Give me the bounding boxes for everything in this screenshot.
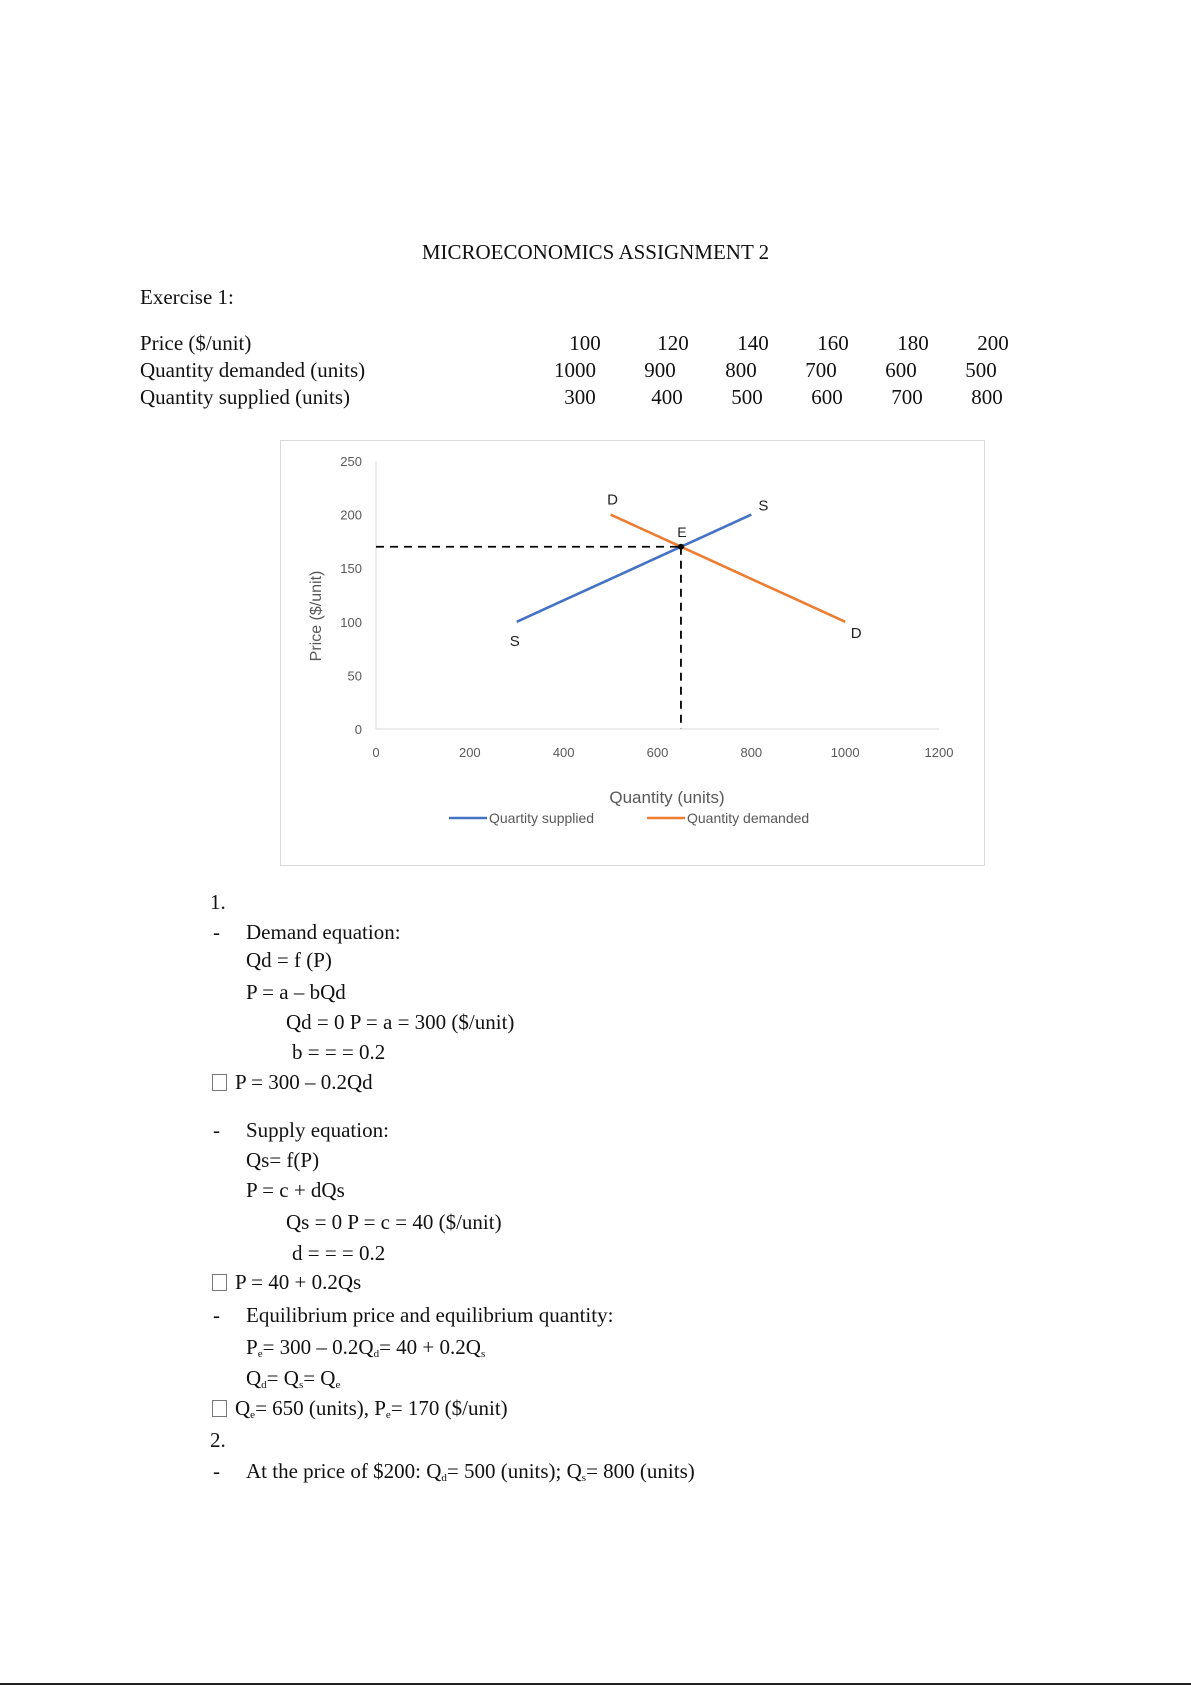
table-row-label: Quantity demanded (units) — [140, 358, 366, 382]
table-cell: 100 — [569, 331, 601, 355]
implies-symbol — [212, 1074, 227, 1091]
x-axis-title: Quantity (units) — [609, 788, 725, 807]
supply-curve-label-start: S — [509, 632, 520, 650]
section-number: 1. — [210, 890, 226, 914]
y-tick-label: 150 — [340, 561, 362, 577]
y-tick-label: 0 — [354, 722, 362, 737]
demand-curve-label-start: D — [607, 491, 619, 509]
eq-text: Q — [246, 1366, 262, 1390]
equilibrium-point — [678, 544, 684, 550]
table-cell: 600 — [811, 385, 843, 409]
x-tick-label: 200 — [458, 745, 481, 760]
page-title: MICROECONOMICS ASSIGNMENT 2 — [421, 240, 770, 264]
bullet-dash: - — [213, 1303, 220, 1327]
equilibrium-line — [246, 1366, 340, 1391]
eq-text: = 170 ($/unit) — [390, 1396, 508, 1420]
section-number: 2. — [210, 1428, 226, 1452]
demand-line: Qd = f (P) — [246, 948, 332, 972]
x-tick-label: 600 — [646, 745, 669, 760]
eq-text: = 300 – 0.2Q — [262, 1335, 374, 1359]
table-cell: 800 — [725, 358, 757, 382]
table-cell: 900 — [644, 358, 676, 382]
eq-text: = 500 (units); Q — [446, 1459, 582, 1483]
eq-subscript: d — [441, 1472, 447, 1484]
x-tick-label: 400 — [552, 745, 575, 760]
supply-demand-chart — [280, 440, 985, 866]
supply-line: d = = = 0.2 — [292, 1241, 386, 1265]
supply-result-text: P = 40 + 0.2Qs — [235, 1270, 362, 1294]
equilibrium-line — [246, 1335, 485, 1360]
table-cell: 500 — [965, 358, 997, 382]
demand-heading: Demand equation: — [246, 920, 401, 944]
eq-text: At the price of $200: Q — [246, 1459, 442, 1483]
supply-line: Qs = 0 P = c = 40 ($/unit) — [286, 1210, 502, 1234]
bullet-dash: - — [213, 920, 220, 944]
table-cell: 160 — [817, 331, 849, 355]
equilibrium-result — [212, 1396, 508, 1421]
eq-subscript: e — [335, 1379, 341, 1391]
eq-subscript: e — [257, 1348, 263, 1360]
eq-text: = Q — [303, 1366, 336, 1390]
demand-result — [212, 1070, 373, 1095]
eq-text: Q — [235, 1396, 251, 1420]
supply-series-line — [517, 515, 752, 622]
eq-subscript: s — [581, 1472, 587, 1484]
eq-text: P — [246, 1335, 258, 1359]
y-tick-label: 200 — [340, 507, 362, 523]
table-row-label: Price ($/unit) — [140, 331, 252, 355]
supply-line: Qs= f(P) — [246, 1148, 320, 1172]
supply-line: P = c + dQs — [246, 1178, 345, 1202]
supply-curve-label-end: S — [758, 497, 769, 515]
implies-symbol — [212, 1274, 227, 1291]
table-cell: 300 — [564, 385, 596, 409]
table-cell: 700 — [805, 358, 837, 382]
demand-line: Qd = 0 P = a = 300 ($/unit) — [286, 1010, 515, 1034]
eq-text: = 40 + 0.2Q — [379, 1335, 481, 1359]
legend-label-supply: Quartity supplied — [489, 810, 595, 826]
eq-subscript: d — [261, 1379, 267, 1391]
x-tick-label: 1000 — [830, 745, 860, 760]
eq-text: = 800 (units) — [586, 1459, 695, 1483]
supply-heading: Supply equation: — [246, 1118, 389, 1142]
y-tick-label: 50 — [347, 668, 362, 684]
table-cell: 500 — [731, 385, 763, 409]
table-row-label: Quantity supplied (units) — [140, 385, 350, 409]
table-cell: 200 — [977, 331, 1009, 355]
x-tick-label: 0 — [372, 745, 380, 760]
table-cell: 120 — [657, 331, 689, 355]
table-cell: 800 — [971, 385, 1003, 409]
eq-subscript: s — [480, 1348, 486, 1360]
eq-subscript: d — [373, 1348, 380, 1360]
supply-result — [212, 1270, 361, 1295]
bullet-dash: - — [213, 1118, 220, 1142]
equilibrium-heading: Equilibrium price and equilibrium quantity: — [246, 1303, 614, 1327]
demand-curve-label-end: D — [850, 624, 862, 642]
table-cell: 180 — [897, 331, 929, 355]
exercise-heading: Exercise 1: — [140, 285, 234, 309]
y-axis-title: Price ($/unit) — [308, 570, 325, 662]
demand-result-text: P = 300 – 0.2Qd — [235, 1070, 373, 1094]
demand-line: b = = = 0.2 — [292, 1040, 386, 1064]
eq-text: = 650 (units), P — [255, 1396, 386, 1420]
demand-line: P = a – bQd — [246, 980, 346, 1004]
table-cell: 140 — [737, 331, 769, 355]
y-tick-label: 250 — [340, 454, 362, 469]
x-tick-label: 1200 — [924, 745, 954, 760]
equilibrium-label: E — [677, 523, 687, 540]
eq-subscript: e — [385, 1409, 391, 1421]
bullet-dash: - — [213, 1459, 220, 1483]
implies-symbol — [212, 1400, 227, 1417]
y-tick-label: 100 — [340, 614, 362, 630]
table-cell: 1000 — [554, 358, 596, 382]
eq-subscript: s — [298, 1379, 304, 1391]
section2-line — [246, 1459, 695, 1484]
table-cell: 700 — [891, 385, 923, 409]
demand-series-line — [611, 515, 846, 622]
eq-subscript: e — [250, 1409, 256, 1421]
x-tick-label: 800 — [740, 745, 763, 760]
table-cell: 400 — [651, 385, 683, 409]
eq-text: = Q — [266, 1366, 299, 1390]
table-cell: 600 — [885, 358, 917, 382]
legend-label-demand: Quantity demanded — [687, 810, 810, 826]
